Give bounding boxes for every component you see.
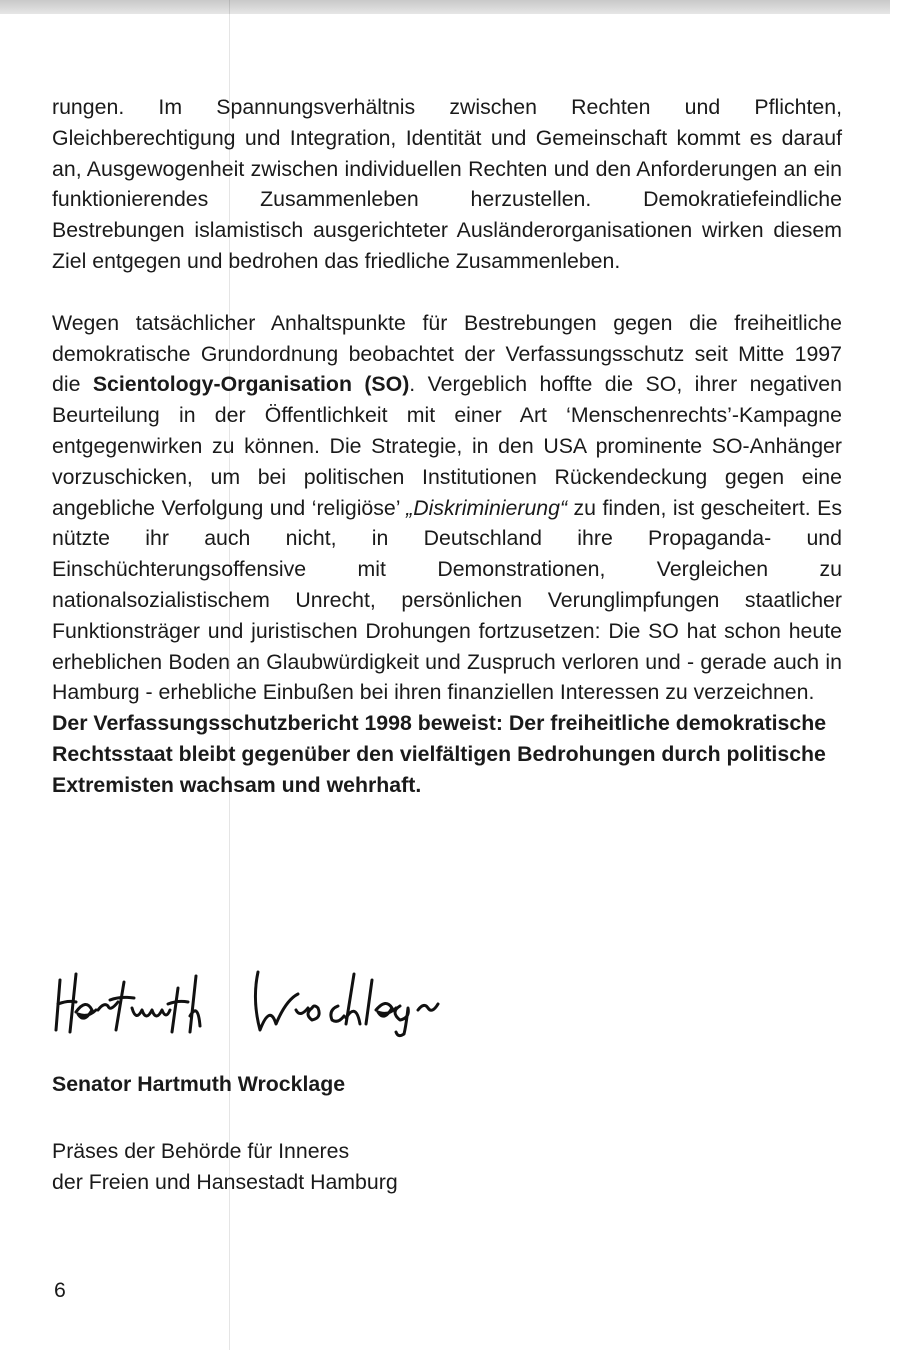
paragraph-scientology-part-2: . Vergeblich hoffte die SO, ihrer negativen Beurteilung in der Öffentlichkeit mit einer Art ‘Menschenrechts’-Kampagne entgegenwirken zu können. Die Strategie, in den USA prominente SO-Anhänger vorzuschicken, um bei politischen Institutionen Rückendeckung gegen eine angebliche Verfolgung und ‘religiöse’ xyxy=(52,372,842,520)
body-text xyxy=(52,92,842,801)
author-name: Senator Hartmuth Wrocklage xyxy=(52,1072,346,1096)
author-office xyxy=(52,1136,398,1198)
scientology-organisation-term: Scientology-Organisation (SO) xyxy=(92,372,410,397)
scan-top-edge xyxy=(0,0,890,14)
summary-statement: Der Verfassungsschutzbericht 1998 beweist: Der freiheitliche demokratische Rechtsstaat bleibt gegenüber den vielfältigen Bedrohungen durch politische Extremisten wachsam und wehrhaft. xyxy=(52,711,827,798)
paragraph-scientology-part-1: Wegen tatsächlicher Anhaltspunkte für Bestrebungen gegen die freiheitliche demokratische Grundordnung beobachtet der Verfassungsschutz seit Mitte 1997 die xyxy=(52,310,842,397)
author-office-line-1: Präses der Behörde für Inneres xyxy=(52,1139,350,1163)
paragraph-scientology xyxy=(52,308,842,708)
handwritten-signature xyxy=(54,960,474,1040)
page-number: 6 xyxy=(54,1278,66,1302)
diskriminierung-term: „Diskriminierung“ xyxy=(406,495,568,520)
author-office-line-2: der Freien und Hansestadt Hamburg xyxy=(52,1170,398,1194)
paragraph-scientology-part-3: zu finden, ist gescheitert. Es nützte ihr auch nicht, in Deutschland ihre Propaganda- und Einschüchterungsoffensive mit Demonstrationen, Vergleichen zu nationalsozialistischem Unrecht, persönlichen Verunglimpfungen staatlicher Funktionsträger und juristischen Drohungen fortzusetzen: Die SO hat schon heute erheblichen Boden an Glaubwürdigkeit und Zuspruch verloren und - gerade auch in Hamburg - erhebliche Einbußen bei ihren finanziellen Interessen zu verzeichnen. xyxy=(52,495,842,705)
paragraph-integration: rungen. Im Spannungsverhältnis zwischen Rechten und Pflichten, Gleichberechtigung und Integration, Identität und Gemeinschaft kommt es darauf an, Ausgewogenheit zwischen individuellen Rechten und den Anforderungen an ein funktionierendes Zusammenleben herzustellen. Demokratiefeindliche Bestrebungen islamistisch ausgerichteter Ausländerorganisationen wirken diesem Ziel entgegen und bedrohen das friedliche Zusammenleben. xyxy=(52,95,842,273)
